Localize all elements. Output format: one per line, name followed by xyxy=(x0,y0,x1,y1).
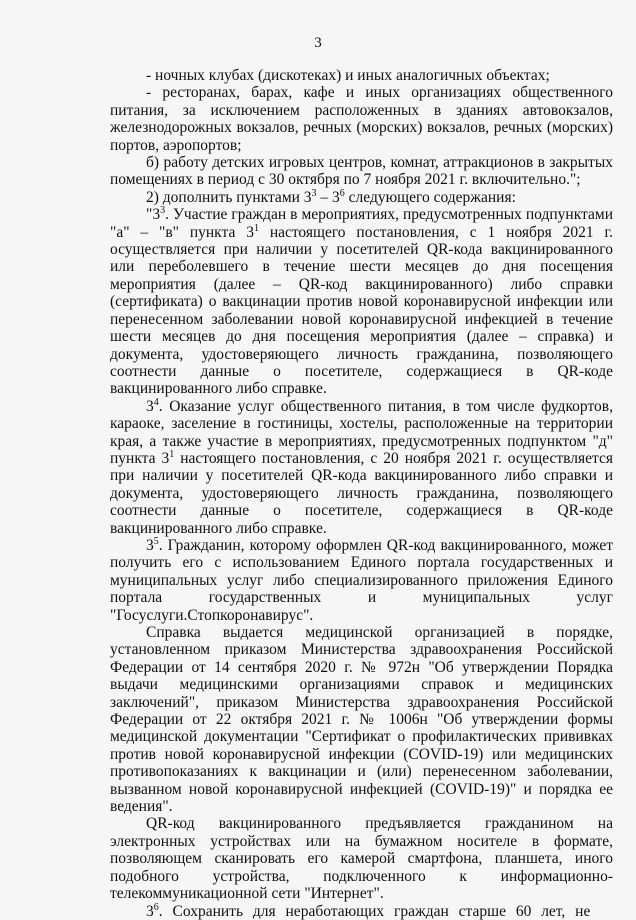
paragraph-restaurants: - ресторанах, барах, кафе и иных организациях общественного питания, за исключением расположенных в зданиях автовокзалов, железнодорожных вокзалов, речных (морских) вокзалов, речных (морских) портов, аэропортов; xyxy=(110,84,613,154)
superscript: 4 xyxy=(153,396,159,408)
superscript: 3 xyxy=(160,205,166,217)
superscript: 3 xyxy=(311,187,317,199)
paragraph-point-3-3: "$3^3$. Участие граждан в мероприятиях, предусмотренных подпунктами "а" – "в" пункта $3^1$ настоящего постановления, с 1 ноября 2021 г. осуществляется при наличии у посетителей QR-кода вакцинированного или переболевшего в течение шести месяцев до дня посещения мероприятия (далее – QR-код вакцинированного) либо справки (сертификата) о вакцинации против новой коронавирусной инфекции или перенесенном заболевании новой коронавирусной инфекцией в течение шести месяцев до дня посещения мероприятия (далее – справка) и документа, удостоверяющего личность гражданина, позволяющего соотнести данные о посетителе, содержащиеся в QR-коде вакцинированного либо справке. xyxy=(110,205,613,398)
page-number: 3 xyxy=(314,35,322,51)
paragraph-point-3-4: $3^4$. Оказание услуг общественного питания, в том числе фудкортов, караоке, заселение в гостиницы, хостелы, расположенные на территории края, а также участие в мероприятиях, предусмотренных подпунктом "д" пункта $3^1$ настоящего постановления, с 20 ноября 2021 г. осуществляется при наличии у посетителей QR-кода вакцинированного либо справки и документа, удостоверяющего личность гражданина, позволяющего соотнести данные о посетителе, содержащиеся в QR-коде вакцинированного либо справке. xyxy=(110,396,613,537)
superscript: 1 xyxy=(253,222,259,234)
superscript: 5 xyxy=(153,535,159,547)
paragraph-certificate-issuance: Справка выдается медицинской организацией в порядке, установленном приказом Министерства здравоохранения Российской Федерации от 14 сентября 2020 г. № 972н "Об утверждении Порядка выдачи медицинскими организациями справок и медицинских заключений", приказом Министерства здравоохранения Российской Федерации от 22 октября 2021 г. № 1006н "Об утверждении формы медицинской документации "Сертификат о профилактических прививках против новой коронавирусной инфекции (COVID-19) или медицинских противопоказаниях к вакцинации и (или) перенесенном заболевании, вызванном новой коронавирусной инфекцией (COVID-19)" и порядка ее ведения". xyxy=(110,624,613,816)
paragraph-add-points: 2) дополнить пунктами $3^3 - 3^6$ следующего содержания: xyxy=(146,187,516,206)
superscript: 6 xyxy=(339,187,345,199)
paragraph-nightclubs: - ночных клубах (дискотеках) и иных аналогичных объектах; xyxy=(146,67,550,84)
paragraph-qr-presentation: QR-код вакцинированного предъявляется гражданином на электронных устройствах или на бумажном носителе в формате, позволяющем сканировать его камерой смартфона, планшета, иного подобного устройства, подключенного к информационно-телекоммуникационной сети "Интернет". xyxy=(110,815,613,903)
paragraph-point-3-5: $3^5$. Гражданин, которому оформлен QR-код вакцинированного, может получить его с использованием Единого портала государственных и муниципальных услуг либо специализированного приложения Единого портала государственных и муниципальных услуг "Госуслуги.Стопкоронавирус". xyxy=(110,535,613,624)
paragraph-point-3-6: $3^6$. Сохранить для неработающих граждан старше 60 лет, не xyxy=(146,901,591,920)
paragraph-children-centers: б) работу детских игровых центров, комнат, аттракционов в закрытых помещениях в период с 30 октября по 7 ноября 2021 г. включительно."; xyxy=(110,154,613,189)
superscript: 1 xyxy=(169,448,175,460)
document-body xyxy=(110,67,613,920)
superscript: 6 xyxy=(153,901,159,913)
